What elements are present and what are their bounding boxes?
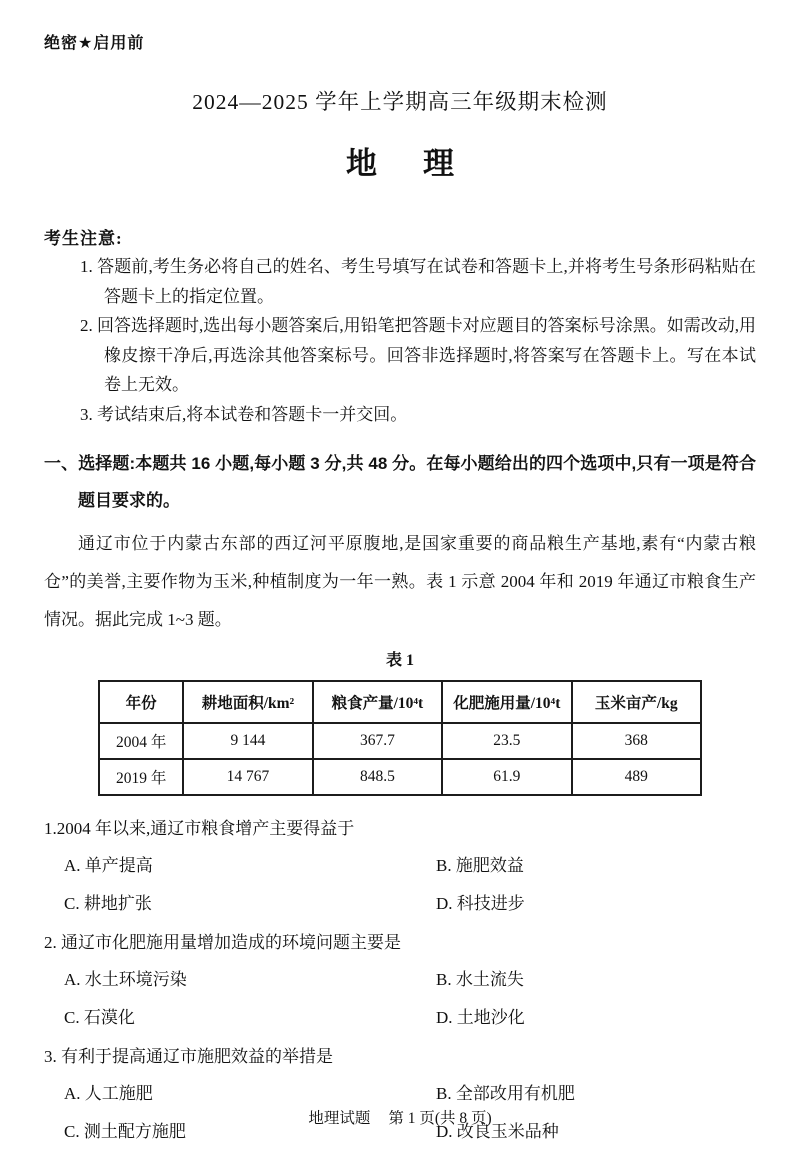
- question-3: [44, 1038, 756, 1150]
- notice-item-2: 2. 回答选择题时,选出每小题答案后,用铅笔把答题卡对应题目的答案标号涂黑。如需改动,用橡皮擦干净后,再选涂其他答案标号。回答非选择题时,将答案写在答题卡上。写在本试卷上无效。: [80, 316, 756, 394]
- question-2-option-b: B. 水土流失: [436, 970, 524, 989]
- questions-block: [44, 810, 756, 1150]
- question-3-option-a: A. 人工施肥: [64, 1084, 153, 1103]
- notice-item-1: 1. 答题前,考生务必将自己的姓名、考生号填写在试卷和答题卡上,并将考生号条形码粘贴在答题卡上的指定位置。: [80, 257, 756, 306]
- grain-data-table: [98, 680, 702, 796]
- table-row: [99, 723, 701, 759]
- question-3-option-b: B. 全部改用有机肥: [436, 1084, 575, 1103]
- table-cell: 367.7: [313, 723, 442, 759]
- question-2-option-c: C. 石漠化: [64, 1007, 135, 1027]
- table-cell: 489: [572, 759, 701, 795]
- subject-title: 地理: [346, 146, 500, 181]
- notice-item-3: 3. 考试结束后,将本试卷和答题卡一并交回。: [80, 404, 408, 424]
- question-3-option-d: D. 改良玉米品种: [436, 1121, 559, 1141]
- exam-session-title: 2024—2025 学年上学期高三年级期末检测: [192, 90, 608, 114]
- table-header-cell: 粮食产量/10⁴t: [313, 681, 442, 723]
- table-header-cell: 化肥施用量/10⁴t: [442, 681, 571, 723]
- table-row: [99, 759, 701, 795]
- table-cell: 2019 年: [99, 759, 183, 795]
- table-cell: 14 767: [183, 759, 312, 795]
- table-header-row: [99, 681, 701, 723]
- table-cell: 2004 年: [99, 723, 183, 759]
- footer-page-info: 第 1 页(共 8 页): [388, 1110, 492, 1127]
- page-footer: [0, 1106, 800, 1128]
- question-2: [44, 924, 756, 1036]
- question-1-text: 1.2004 年以来,通辽市粮食增产主要得益于: [44, 819, 355, 838]
- table-header-cell: 玉米亩产/kg: [572, 681, 701, 723]
- question-2-option-a: A. 水土环境污染: [64, 970, 187, 989]
- question-3-text: 3. 有利于提高通辽市施肥效益的举措是: [44, 1047, 333, 1066]
- question-3-option-c: C. 测土配方施肥: [64, 1121, 186, 1141]
- question-1-option-d: D. 科技进步: [436, 893, 525, 913]
- question-1-option-c: C. 耕地扩张: [64, 893, 152, 913]
- footer-doc-label: 地理试题: [308, 1110, 371, 1127]
- section-heading: 一、选择题:本题共 16 小题,每小题 3 分,共 48 分。在每小题给出的四个选项中,只有一项是符合题目要求的。: [44, 454, 756, 510]
- table-cell: 368: [572, 723, 701, 759]
- table-cell: 848.5: [313, 759, 442, 795]
- question-1-option-a: A. 单产提高: [64, 856, 153, 875]
- question-2-options: [44, 961, 756, 1036]
- table-header-cell: 年份: [99, 681, 183, 723]
- question-2-text: 2. 通辽市化肥施用量增加造成的环境问题主要是: [44, 933, 401, 952]
- secret-label: 绝密★启用前: [44, 35, 145, 52]
- reading-passage: 通辽市位于内蒙古东部的西辽河平原腹地,是国家重要的商品粮生产基地,素有“内蒙古粮仓”的美誉,主要作物为玉米,种植制度为一年一熟。表 1 示意 2004 年和 2019 年通辽市粮食生产情况。据此完成 1~3 题。: [44, 534, 756, 629]
- question-2-option-d: D. 土地沙化: [436, 1007, 525, 1027]
- table-cell: 61.9: [442, 759, 571, 795]
- table-header-cell: 耕地面积/km²: [183, 681, 312, 723]
- notice-section: [44, 226, 756, 429]
- table-cell: 9 144: [183, 723, 312, 759]
- question-1-options: [44, 847, 756, 922]
- table-caption: 表 1: [385, 652, 414, 669]
- question-1-option-b: B. 施肥效益: [436, 856, 524, 875]
- table-cell: 23.5: [442, 723, 571, 759]
- question-1: [44, 810, 756, 922]
- notice-heading: 考生注意:: [44, 229, 123, 248]
